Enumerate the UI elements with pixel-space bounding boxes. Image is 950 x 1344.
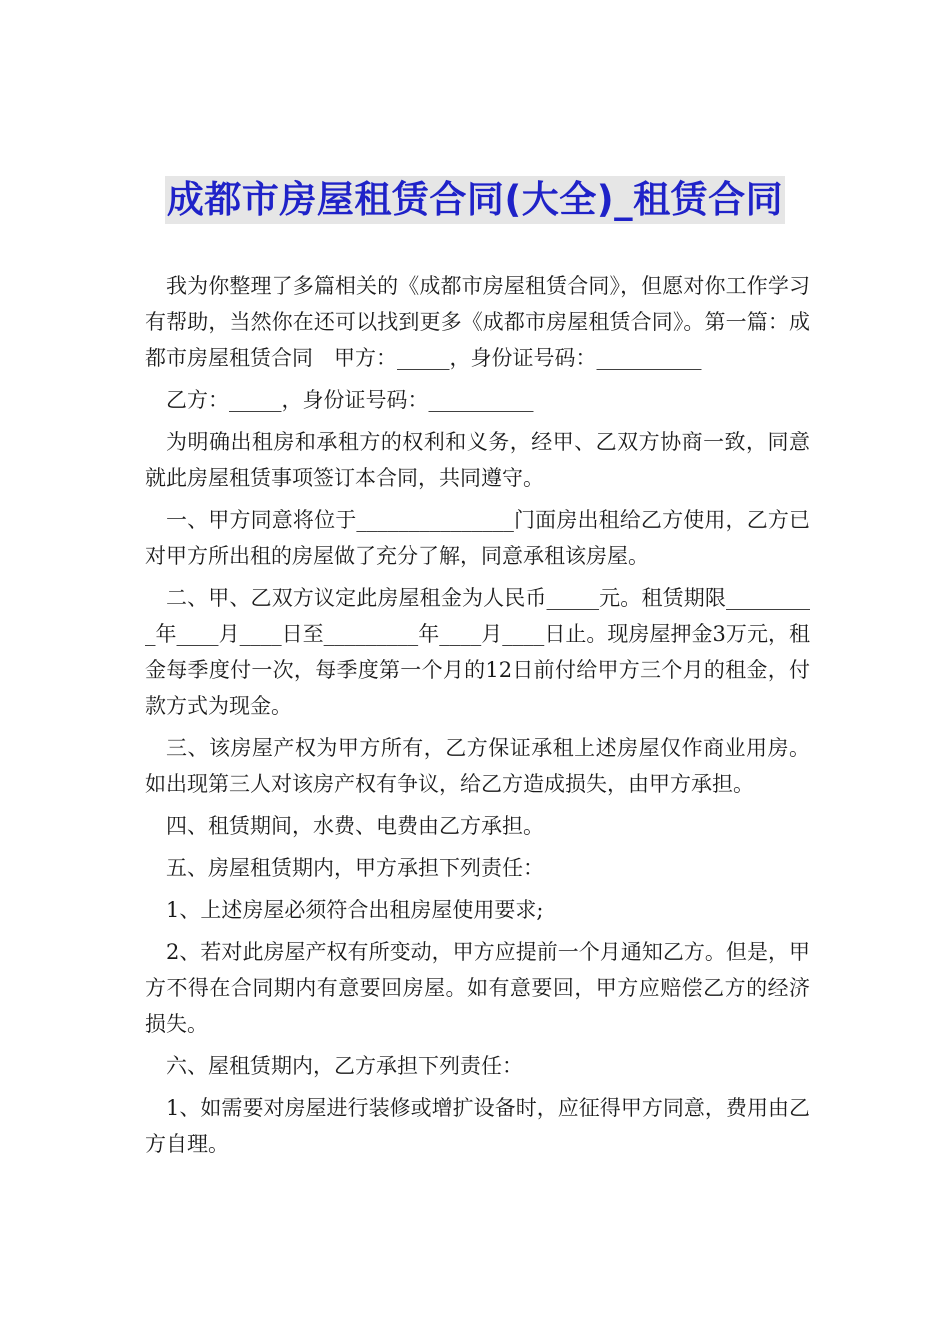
paragraph-clause-3: 三、该房屋产权为甲方所有，乙方保证承租上述房屋仅作商业用房。如出现第三人对该房产权有争议，给乙方造成损失，由甲方承担。: [145, 736, 810, 796]
paragraph-intro: 我为你整理了多篇相关的《成都市房屋租赁合同》，但愿对你工作学习有帮助，当然你在还可以找到更多《成都市房屋租赁合同》。第一篇：成都市房屋租赁合同 甲方：_____，身份证号码：__________: [145, 274, 810, 370]
paragraph-clause-6-item-1: 1、如需要对房屋进行装修或增扩设备时，应征得甲方同意，费用由乙方自理。: [145, 1096, 810, 1156]
paragraph-clause-6: 六、屋租赁期内，乙方承担下列责任：: [166, 1054, 523, 1078]
document-title: 成都市房屋租赁合同(大全)_租赁合同: [165, 176, 785, 224]
paragraph-clause-1: 一、甲方同意将位于_______________门面房出租给乙方使用，乙方已对甲方所出租的房屋做了充分了解，同意承租该房屋。: [145, 508, 810, 568]
paragraph-clause-4: 四、租赁期间，水费、电费由乙方承担。: [166, 814, 544, 838]
document-body: [145, 268, 810, 1162]
paragraph-clause-5-item-1: 1、上述房屋必须符合出租房屋使用要求;: [166, 898, 544, 922]
title-wrap: [0, 176, 950, 224]
paragraph-party-b: 乙方：_____，身份证号码：__________: [166, 388, 534, 412]
paragraph-purpose: 为明确出租房和承租方的权利和义务，经甲、乙双方协商一致，同意就此房屋租赁事项签订本合同，共同遵守。: [145, 430, 810, 490]
paragraph-clause-2: 二、甲、乙双方议定此房屋租金为人民币_____元。租赁期限_________年____月____日至_________年____月____日止。现房屋押金3万元，租金每季度付一次，每季度第一个月的12日前付给甲方三个月的租金，付款方式为现金。: [145, 586, 810, 718]
paragraph-clause-5: 五、房屋租赁期内，甲方承担下列责任：: [166, 856, 544, 880]
paragraph-clause-5-item-2: 2、若对此房屋产权有所变动，甲方应提前一个月通知乙方。但是，甲方不得在合同期内有意要回房屋。如有意要回，甲方应赔偿乙方的经济损失。: [145, 940, 810, 1036]
